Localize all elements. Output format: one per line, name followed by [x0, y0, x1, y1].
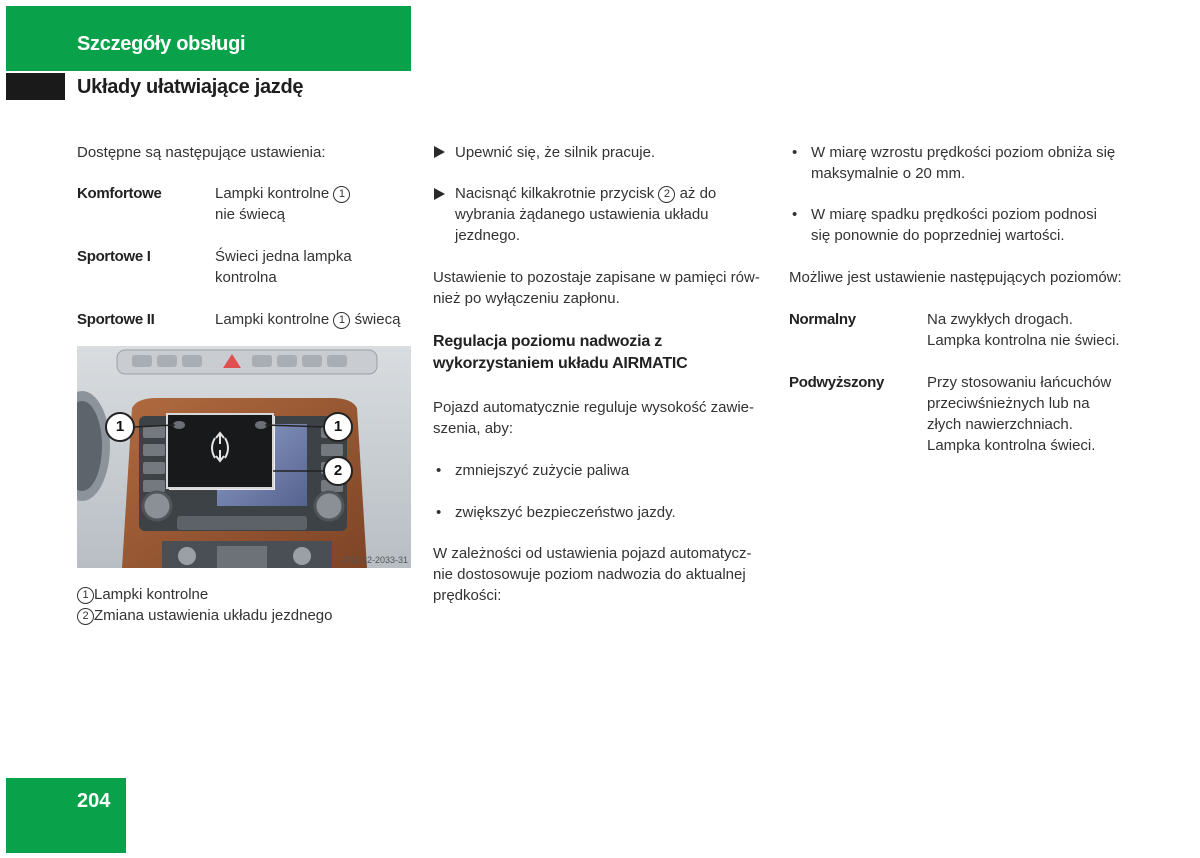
bullet-icon: • [792, 144, 798, 161]
levels-intro: Możliwe jest ustawienie następujących poziomów: [789, 269, 1122, 286]
bullet-fuel: zmniejszyć zużycie paliwa [455, 462, 630, 479]
bullet-icon: • [792, 206, 798, 223]
bullet-icon: • [436, 462, 442, 479]
setting-desc-sport1: Świeci jedna lampka kontrolna [215, 248, 352, 286]
step-2: Nacisnąć kilkakrotnie przycisk 2 aż do wybrania żądanego ustawienia układu jezdnego. [455, 185, 717, 244]
settings-intro: Dostępne są następujące ustawienia: [77, 144, 326, 161]
legend-item-2: 2 Zmiana ustawienia układu jezdnego [77, 605, 332, 626]
bullet-speed-down: W miarę spadku prędkości poziom podnosi się ponownie do poprzedniej wartości. [811, 206, 1097, 244]
page-number: 204 [77, 790, 111, 812]
marker-2: 2 [658, 186, 675, 203]
bullet-speed-up: W miarę wzrostu prędkości poziom obniża się maksymalnie o 20 mm. [811, 144, 1116, 182]
level-desc-raised: Przy stosowaniu łańcuchów przeciwśnieżnych lub na złych nawierzchniach. Lampka kontrolna świeci. [927, 374, 1112, 454]
legend-item-1: 1 Lampki kontrolne [77, 584, 208, 605]
level-term-raised: Podwyższony [789, 374, 885, 391]
section-title: Szczegóły obsługi [77, 33, 246, 55]
dashboard-photo [77, 346, 411, 568]
step-arrow-icon [434, 146, 445, 158]
step-arrow-icon [434, 188, 445, 200]
bullet-safety: zwiększyć bezpieczeństwo jazdy. [455, 504, 676, 521]
setting-term-sport2: Sportowe II [77, 311, 155, 328]
dashboard-illustration [77, 346, 411, 568]
speed-paragraph: W zależności od ustawienia pojazd automatycz- nie dostosowuje poziom nadwozia do aktualnej prędkości: [433, 545, 752, 604]
marker-1: 1 [333, 186, 350, 203]
bullet-icon: • [436, 504, 442, 521]
airmatic-heading: Regulacja poziomu nadwozia z wykorzystaniem układu AIRMATIC [433, 333, 688, 372]
figure-code: P32.32-2033-31 [343, 555, 408, 565]
subsection-title: Układy ułatwiające jazdę [77, 76, 304, 98]
airmatic-intro: Pojazd automatycznie reguluje wysokość zawie- szenia, aby: [433, 399, 754, 437]
marker-1: 1 [333, 312, 350, 329]
page-number-box [6, 778, 126, 853]
section-header-bar [6, 6, 411, 71]
marker-1: 1 [77, 587, 94, 604]
callout-1-right: 1 [323, 412, 353, 442]
level-desc-normal: Na zwykłych drogach. Lampka kontrolna nie świeci. [927, 311, 1120, 349]
step-1: Upewnić się, że silnik pracuje. [455, 144, 656, 161]
memory-note: Ustawienie to pozostaje zapisane w pamięci rów- nież po wyłączeniu zapłonu. [433, 269, 760, 307]
setting-term-comfort: Komfortowe [77, 185, 162, 202]
callout-2: 2 [323, 456, 353, 486]
marker-2: 2 [77, 608, 94, 625]
subsection-marker [6, 73, 65, 100]
setting-desc-comfort: Lampki kontrolne 1 nie świecą [215, 183, 350, 225]
level-term-normal: Normalny [789, 311, 856, 328]
callout-1-left: 1 [105, 412, 135, 442]
setting-term-sport1: Sportowe I [77, 248, 151, 265]
setting-desc-sport2: Lampki kontrolne 1 świecą [215, 311, 401, 328]
